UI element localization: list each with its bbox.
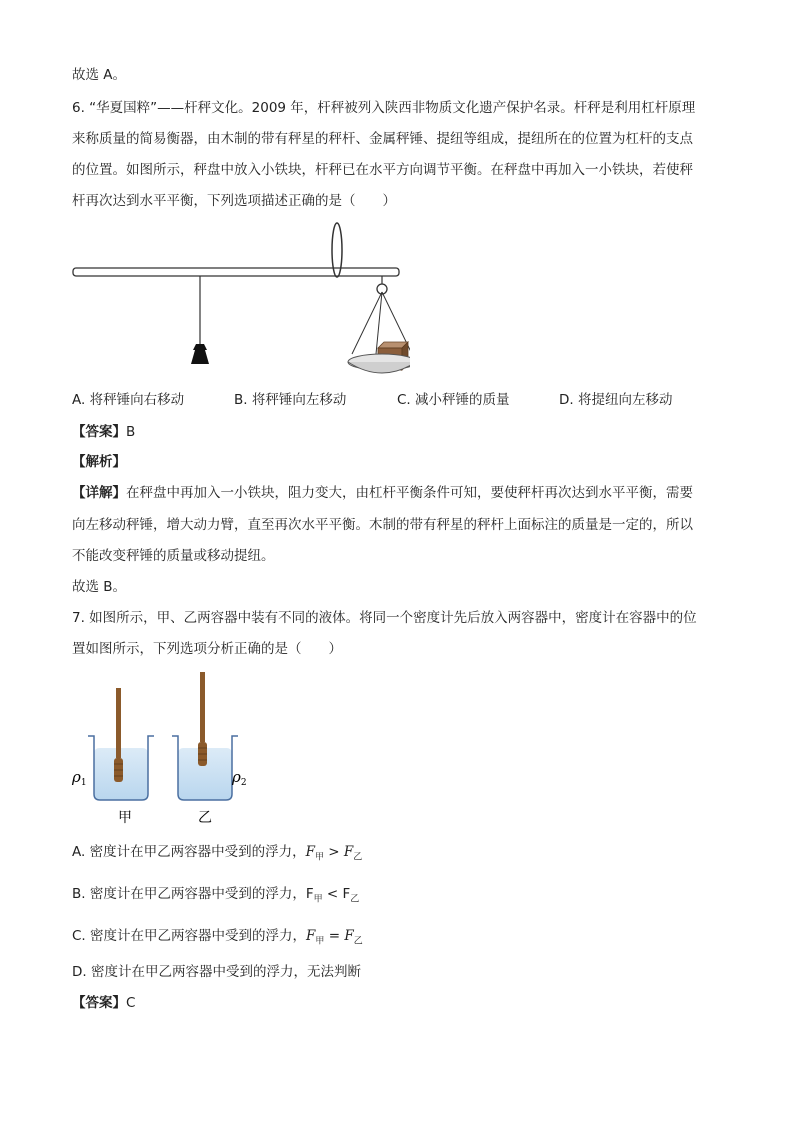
q6-option-d: D. 将提纽向左移动: [559, 392, 673, 408]
hydrometer-rod-yi: [200, 672, 205, 742]
label-yi: 乙: [198, 810, 212, 826]
rho2-label: $\rho_2$: [232, 768, 247, 788]
q7-stem-line-1: 7. 如图所示，甲、乙两容器中装有不同的液体。将同一个密度计先后放入两容器中，密度计在容器中的位: [72, 610, 697, 626]
formula-sub-1: 甲: [313, 894, 323, 905]
formula-sub-2: 乙: [353, 936, 363, 947]
q6-option-b: B. 将秤锤向左移动: [234, 392, 347, 408]
q7-option-c-text: C. 密度计在甲乙两容器中受到的浮力，: [72, 928, 307, 944]
rho1-label: $\rho_1$: [72, 768, 87, 788]
q6-option-c: C. 减小秤锤的质量: [397, 392, 510, 408]
beaker-jia: [88, 688, 154, 800]
q7-answer-value: C: [126, 995, 136, 1011]
formula-sub-2: 乙: [353, 852, 363, 863]
formula-op: <: [322, 886, 343, 902]
formula-op: =: [324, 928, 345, 944]
formula-f1: F: [305, 844, 315, 860]
q6-detail-line-1: [72, 483, 693, 503]
q6-stem-line-4: 杆再次达到水平平衡，下列选项描述正确的是（ ）: [72, 193, 396, 209]
q6-detail-line-2: 向左移动秤锤，增大动力臂，直至再次水平平衡。木制的带有秤星的秤杆上面标注的质量是一定的，所以: [72, 517, 693, 533]
q6-answer-row: [72, 422, 135, 442]
formula-op: >: [323, 844, 344, 860]
hydrometer-rod-jia: [116, 688, 121, 758]
q7-option-a: [72, 842, 362, 868]
answer-tag: 【答案】: [72, 995, 126, 1011]
analysis-tag: 【解析】: [72, 454, 126, 470]
q7-option-b: [72, 884, 359, 910]
q6-stem-line-2: 来称质量的简易衡器，由木制的带有秤星的秤杆、金属秤锤、提纽等组成，提纽所在的位置为杠杆的支点: [72, 131, 693, 147]
q6-detail-text-1: 在秤盘中再加入一小铁块，阻力变大，由杠杆平衡条件可知，要使秤杆再次达到水平平衡，需要: [126, 485, 693, 501]
label-jia: 甲: [118, 810, 132, 826]
q6-stem-line-3: 的位置。如图所示，秤盘中放入小铁块，杆秤已在水平方向调节平衡。在秤盘中再加入一小铁块，若使秤: [72, 162, 693, 178]
formula-f2: F: [342, 886, 351, 902]
q7-option-a-text: A. 密度计在甲乙两容器中受到的浮力，: [72, 844, 306, 860]
formula-f2: F: [343, 844, 354, 860]
formula-f1: F: [305, 886, 314, 902]
formula-sub-1: 甲: [315, 936, 325, 947]
q6-option-a: A. 将秤锤向右移动: [72, 392, 185, 408]
q6-stem-line-1: 6. “华夏国粹”——杆秤文化。2009 年，杆秤被列入陕西非物质文化遗产保护名录。杆秤是利用杠杆原理: [72, 100, 696, 116]
steelyard-beam: [73, 268, 399, 276]
q7-answer-row: [72, 993, 135, 1013]
q7-stem-line-2: 置如图所示，下列选项分析正确的是（ ）: [72, 641, 342, 657]
q6-conclusion: 故选 B。: [72, 579, 127, 595]
formula-sub-1: 甲: [314, 852, 324, 863]
steelyard-figure: [70, 222, 410, 382]
q6-answer-value: B: [126, 424, 136, 440]
detail-tag: 【详解】: [72, 485, 126, 501]
beaker-yi: [172, 672, 238, 800]
answer-tag: 【答案】: [72, 424, 126, 440]
formula-f2: F: [344, 928, 354, 944]
q7-option-d: D. 密度计在甲乙两容器中受到的浮力，无法判断: [72, 964, 361, 980]
q7-option-c: [72, 926, 363, 952]
prev-conclusion: 故选 A。: [72, 67, 127, 83]
formula-f1: F: [306, 928, 316, 944]
q7-option-b-text: B. 密度计在甲乙两容器中受到的浮力，: [72, 886, 306, 902]
formula-sub-2: 乙: [350, 894, 360, 905]
hydrometer-figure: [68, 670, 268, 830]
q6-detail-line-3: 不能改变秤锤的质量或移动提纽。: [72, 548, 275, 564]
counterweight: [191, 344, 209, 364]
